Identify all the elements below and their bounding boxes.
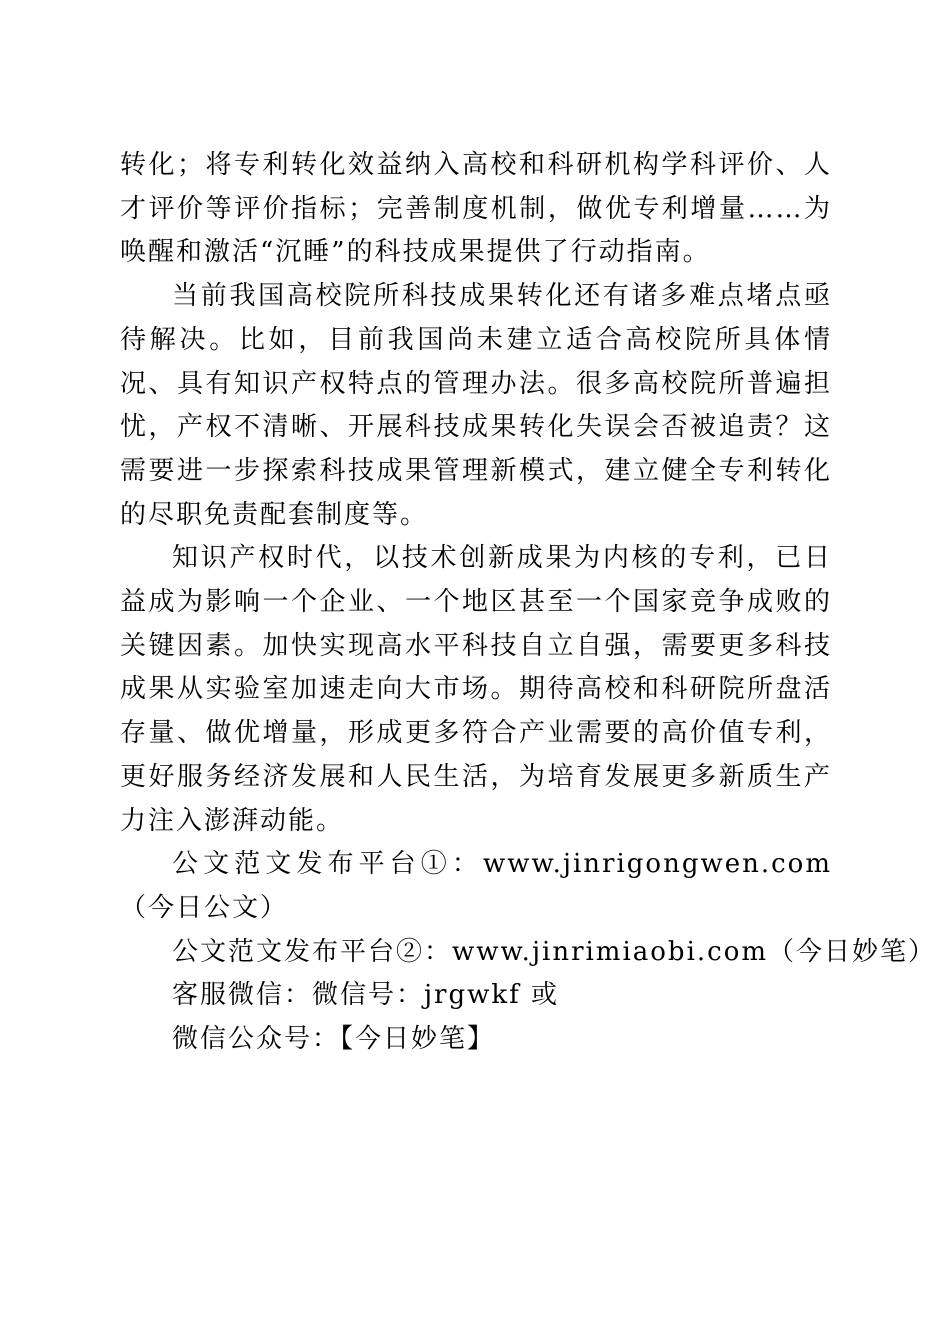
footer-info: [120, 843, 937, 1062]
paragraph-3: 知识产权时代，以技术创新成果为内核的专利，已日益成为影响一个企业、一个地区甚至一个国家竞争成败的关键因素。加快实现高水平科技自立自强，需要更多科技成果从实验室加速走向大市场。期待高校和科研院所盘活存量、做优增量，形成更多符合产业需要的高价值专利，更好服务经济发展和人民生活，为培育发展更多新质生产力注入澎湃动能。: [120, 543, 832, 836]
service-wechat-line: 客服微信：微信号：jrgwkf 或: [172, 980, 560, 1011]
platform-1-line: 公文范文发布平台①：www.jinrigongwen.com（今日公文）: [120, 849, 832, 923]
paragraph-2: 当前我国高校院所科技成果转化还有诸多难点堵点亟待解决。比如，目前我国尚未建立适合高校院所具体情况、具有知识产权特点的管理办法。很多高校院所普遍担忧，产权不清晰、开展科技成果转化失误会否被追责？这需要进一步探索科技成果管理新模式，建立健全专利转化的尽职免责配套制度等。: [120, 281, 832, 530]
paragraph-1: 转化；将专利转化效益纳入高校和科研机构学科评价、人才评价等评价指标；完善制度机制，做优专利增量……为唤醒和激活“沉睡”的科技成果提供了行动指南。: [120, 150, 832, 268]
document-page: [120, 144, 937, 1062]
official-account-line: 微信公众号：【今日妙笔】: [172, 1024, 496, 1055]
platform-2-line: 公文范文发布平台②：www.jinrimiaobi.com（今日妙笔）: [172, 936, 937, 967]
